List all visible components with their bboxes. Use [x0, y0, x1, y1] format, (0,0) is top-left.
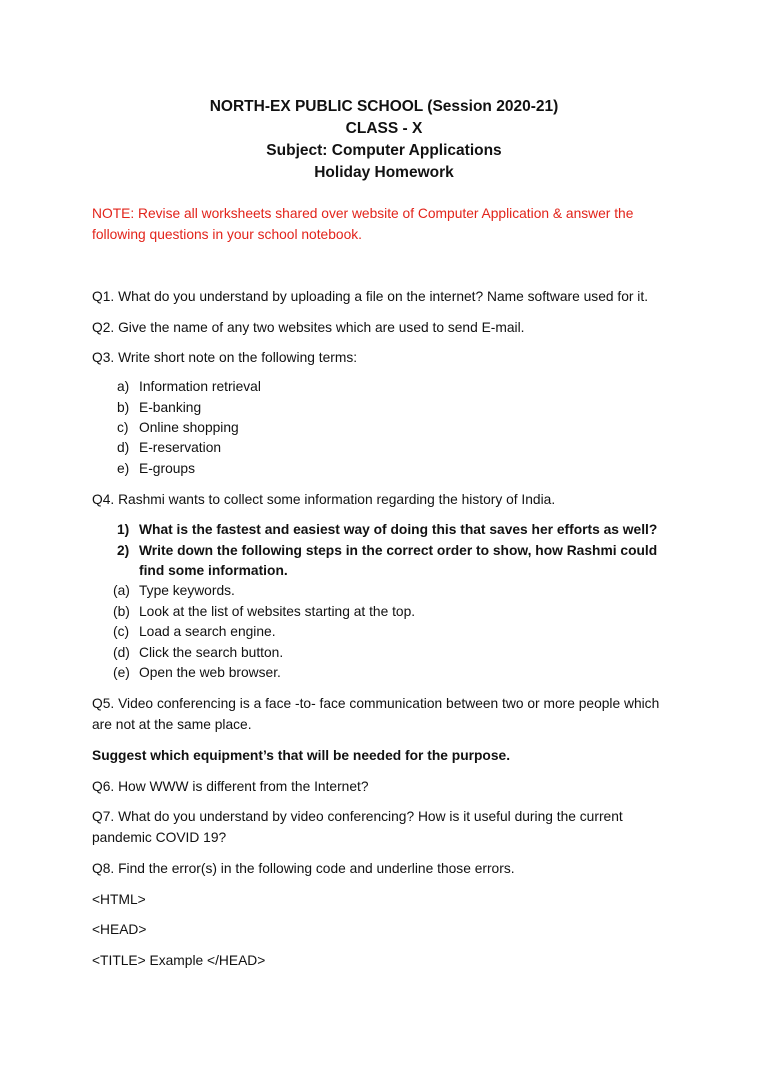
question-5: Q5. Video conferencing is a face -to- face communication between two or more people which are not at the same place.: [92, 696, 660, 732]
subject-heading: Subject: Computer Applications: [266, 142, 502, 159]
question-4: Q4. Rashmi wants to collect some information regarding the history of India.: [92, 492, 556, 507]
step-label: (a): [113, 583, 130, 598]
question-2: Q2. Give the name of any two websites which are used to send E-mail.: [92, 320, 525, 335]
list-item: Information retrieval: [139, 379, 261, 394]
code-line: <HTML>: [92, 892, 146, 907]
code-line: <TITLE> Example </HEAD>: [92, 953, 266, 968]
list-item: E-groups: [139, 461, 195, 476]
list-item-label: d): [117, 440, 130, 455]
question-7: Q7. What do you understand by video conferencing? How is it useful during the current pandemic COVID 19?: [92, 809, 623, 845]
step-label: (c): [113, 624, 130, 639]
homework-title: Holiday Homework: [314, 164, 454, 181]
question-1: Q1. What do you understand by uploading a file on the internet? Name software used for it.: [92, 289, 649, 304]
step-label: (d): [113, 645, 130, 660]
step-label: (b): [113, 604, 130, 619]
question-6: Q6. How WWW is different from the Internet?: [92, 779, 369, 794]
question-3: Q3. Write short note on the following terms:: [92, 350, 358, 365]
list-item: E-banking: [139, 400, 202, 415]
step-item: Click the search button.: [139, 645, 284, 660]
list-item-label: b): [117, 400, 130, 415]
list-item-label: e): [117, 461, 130, 476]
subquestion: What is the fastest and easiest way of doing this that saves her efforts as well?: [139, 522, 658, 537]
list-item-label: c): [117, 420, 129, 435]
step-label: (e): [113, 665, 130, 680]
code-line: <HEAD>: [92, 922, 147, 937]
step-item: Type keywords.: [139, 583, 235, 598]
question-8: Q8. Find the error(s) in the following code and underline those errors.: [92, 861, 515, 876]
subquestion-label: 2): [117, 543, 130, 558]
step-item: Load a search engine.: [139, 624, 276, 639]
list-item: E-reservation: [139, 440, 222, 455]
question-5-prompt: Suggest which equipment’s that will be needed for the purpose.: [92, 748, 511, 763]
revision-note: NOTE: Revise all worksheets shared over website of Computer Application & answer the following questions in your school notebook.: [92, 206, 634, 242]
list-item-label: a): [117, 379, 130, 394]
subquestion: Write down the following steps in the correct order to show, how Rashmi could find some information.: [139, 543, 658, 578]
step-item: Look at the list of websites starting at the top.: [139, 604, 416, 619]
step-item: Open the web browser.: [139, 665, 281, 680]
school-name: NORTH-EX PUBLIC SCHOOL (Session 2020-21): [209, 98, 559, 115]
class-heading: CLASS - X: [345, 120, 423, 137]
subquestion-label: 1): [117, 522, 130, 537]
list-item: Online shopping: [139, 420, 239, 435]
